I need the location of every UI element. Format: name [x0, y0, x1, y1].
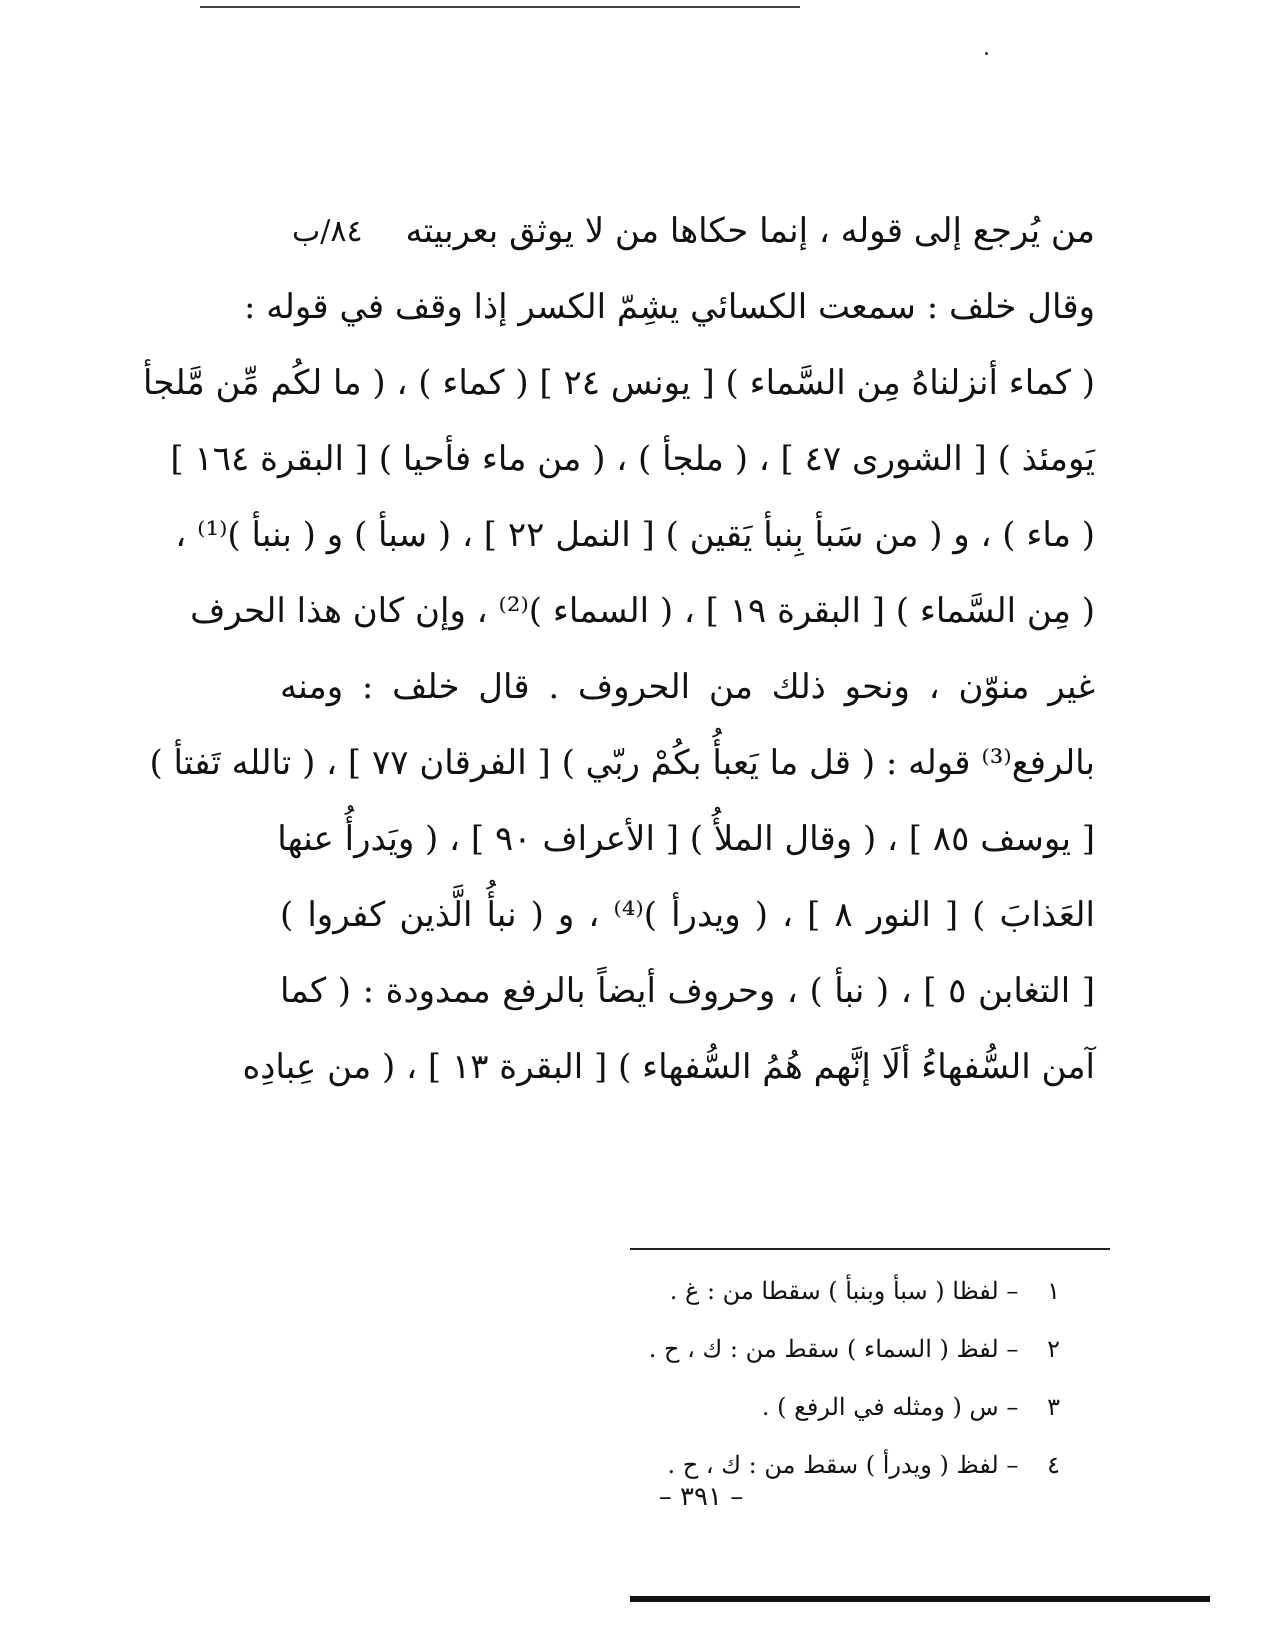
text-line-5: ( ماء ) ، و ( من سَبأ بِنبأ يَقين ) [ النمل ٢٢ ] ، ( سبأ ) و ( بنبأ )⁽¹⁾ ،	[175, 515, 1095, 555]
footnote-separator	[630, 1248, 1110, 1250]
footnote-3	[540, 1378, 1060, 1436]
text-line-9: [ يوسف ٨٥ ] ، ( وقال الملأُ ) [ الأعراف ٩٠ ] ، ( ويَدرأُ عنها	[277, 819, 1095, 859]
text-line-6: ( مِن السَّماء ) [ البقرة ١٩ ] ، ( السماء )⁽²⁾ ، وإن كان هذا الحرف	[190, 591, 1095, 631]
main-text	[142, 193, 1095, 1105]
footnote-text: – لفظ ( السماء ) سقط من : ك ، ح .	[648, 1335, 1019, 1363]
footnote-text: – لفظا ( سبأ وبنبأ ) سقطا من : غ .	[669, 1277, 1019, 1305]
text-line-8: بالرفع⁽³⁾ قوله : ( قل ما يَعبأُ بكُمْ ربّي ) [ الفرقان ٧٧ ] ، ( تالله تَفتأ )	[149, 743, 1095, 783]
footnote-1	[540, 1262, 1060, 1320]
folio-margin-note: ٨٤/ب	[292, 214, 363, 249]
top-edge-rule	[200, 6, 800, 8]
footnote-number: ٢	[1047, 1335, 1060, 1363]
footnote-text: – لفظ ( ويدرأ ) سقط من : ك ، ح .	[667, 1451, 1019, 1479]
text-line-2: وقال خلف : سمعت الكسائي يشِمّ الكسر إذا وقف في قوله :	[244, 287, 1095, 327]
text-line-4: يَومئذ ) [ الشورى ٤٧ ] ، ( ملجأ ) ، ( من ماء فأحيا ) [ البقرة ١٦٤ ]	[170, 439, 1095, 479]
footnote-number: ١	[1047, 1277, 1060, 1305]
footnote-text: – س ( ومثله في الرفع ) .	[761, 1393, 1019, 1421]
footnote-4	[540, 1436, 1060, 1494]
bottom-edge-rule	[630, 1596, 1210, 1602]
text-line-3: ( كماء أنزلناهُ مِن السَّماء ) [ يونس ٢٤ ] ( كماء ) ، ( ما لكُم مِّن مَّلجأ	[142, 363, 1095, 403]
text-line-10: العَذابَ ) [ النور ٨ ] ، ( ويدرأ )⁽⁴⁾ ، و ( نبأُ الَّذين كفروا )	[280, 895, 1095, 935]
footnote-2	[540, 1320, 1060, 1378]
page-number: – ٣٩١ –	[658, 1482, 744, 1512]
text-line-1: من يُرجع إلى قوله ، إنما حكاها من لا يوثق بعربيته	[405, 211, 1095, 251]
footnote-number: ٣	[1047, 1393, 1060, 1421]
text-line-7: غير منوّن ، ونحو ذلك من الحروف . قال خلف : ومنه	[280, 667, 1095, 707]
text-line-12: آمن السُّفهاءُ ألَا إنَّهم هُمُ السُّفهاء ) [ البقرة ١٣ ] ، ( من عِبادِه	[242, 1047, 1095, 1087]
footnote-number: ٤	[1047, 1451, 1060, 1479]
scan-speck	[985, 52, 988, 55]
text-line-11: [ التغابن ٥ ] ، ( نبأ ) ، وحروف أيضاً بالرفع ممدودة : ( كما	[280, 971, 1095, 1011]
footnotes	[540, 1262, 1060, 1494]
